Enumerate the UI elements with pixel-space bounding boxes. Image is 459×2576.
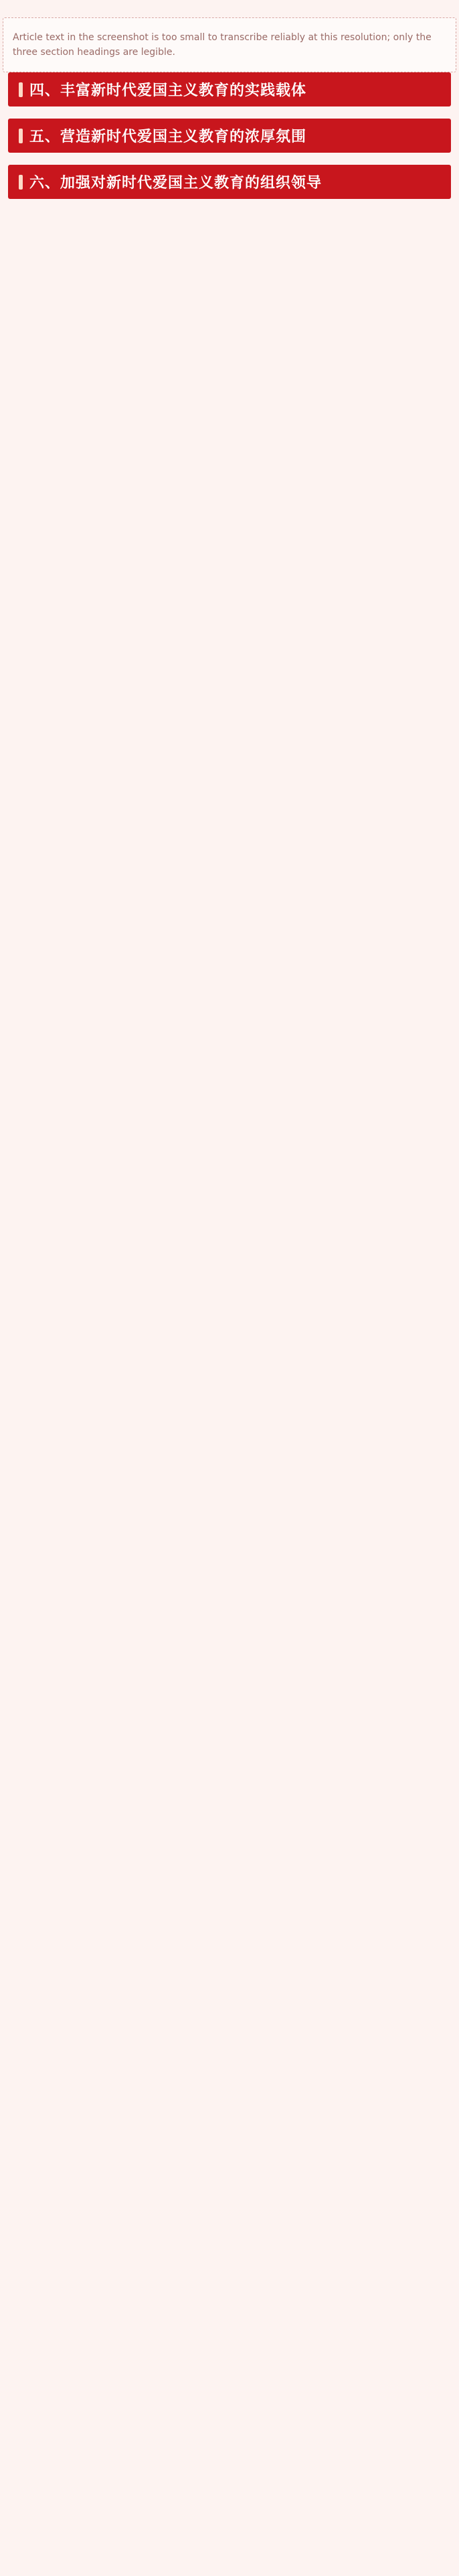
section-banner bbox=[8, 119, 451, 153]
section-banner bbox=[8, 72, 451, 106]
banner-mark bbox=[19, 175, 23, 190]
banner-mark bbox=[19, 82, 23, 97]
banner-mark bbox=[19, 129, 23, 143]
section-4 bbox=[8, 72, 451, 106]
section-5 bbox=[8, 119, 451, 153]
section-heading: 四、丰富新时代爱国主义教育的实践载体 bbox=[29, 82, 307, 99]
section-heading: 五、营造新时代爱国主义教育的浓厚氛围 bbox=[29, 129, 307, 145]
transcription-notice: Article text in the screenshot is too small to transcribe reliably at this resolution; only the three section headings are legible. bbox=[3, 17, 456, 72]
section-6 bbox=[8, 165, 451, 199]
section-heading: 六、加强对新时代爱国主义教育的组织领导 bbox=[29, 175, 323, 192]
section-banner bbox=[8, 165, 451, 199]
